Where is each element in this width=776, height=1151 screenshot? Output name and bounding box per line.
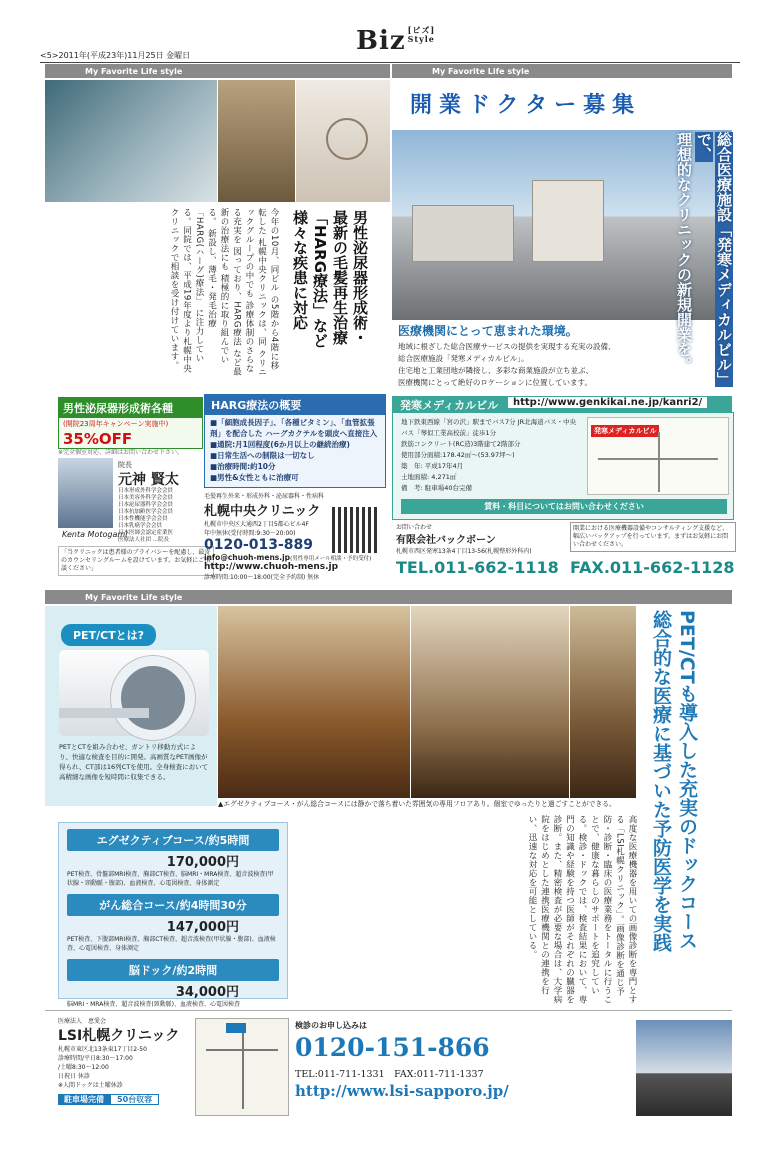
- course-list: エグゼクティブコース/約5時間 170,000円 PET検査、骨盤部MRI検査、胸部CT検査、脳MRI・MRA検査、超音波検査(甲状腺・頸動脈・腹部)、血液検査、心電図検査、身体測定 がん総合コース/約4時間30分 147,000円 PET検査、下腹部MRI検査、胸部CT検査、超音波検査(甲状腺・腹部)、血液検査、心電図検査、身体測定 脳ドック/約2時間 34,000円 脳MRI・MRA検査、超音波検査(頸動脈)、血液検査、心電図検査: [58, 822, 288, 999]
- qr-code-icon: [332, 507, 378, 553]
- director-credentials: 日本形成外科学会会員 日本美容外科学会会員 日本泌尿器科学会会員 日本抗加齢医学会会員 日本性機能学会会員 日本乳癌学会会員 日本医師会認定産業医 医療法人社団 ...院長: [118, 488, 174, 543]
- doctor-photo: [45, 80, 217, 202]
- logo: Biz [ビズ] Style: [356, 25, 436, 56]
- lsi-freedial[interactable]: 0120-151-866: [295, 1033, 490, 1062]
- clinic-body: 今年の10月、同ビル の5階から4階に移転した 札幌中央クリニックは、同 クリニックグループの中でも 診療体制のさらなる充実を 図っており、HARG療法 など最新の治療法にも 積極的に取り組んでいる。 新設し、薄毛・発毛治療 「HARG(ハーグ)療法」 に注力している。同院では、平成19年度より札幌中央クリニックで相談を受け付けています。: [169, 208, 279, 377]
- lsi-access-map: [195, 1018, 289, 1116]
- clinic-email[interactable]: info@chuoh-mens.jp: [204, 553, 291, 562]
- director-roman: Kenta Motogami: [62, 530, 128, 539]
- pet-ct-panel: PET/CTとは? PETとCTを組み合わせ、ガントリ移動方式により、快適な検査を目的に開発。高画質なPET画像が得られ、CT部は16列CTを使用。全身検査において高精細な画像を短時間に収集できる。: [45, 606, 217, 806]
- recruit-company-note: 開業における医療機器設備やコンサルティング支援など、幅広いバックアップを行っています。まずはお気軽にお問い合わせください。: [570, 522, 736, 552]
- clinic-hallway-photo: [218, 80, 295, 202]
- recruit-facts-box: 地下鉄東西線「宮の沢」駅までバス7分 JR北海道バス・中央バス「琴似工業高校前」徒歩1分 鉄筋コンクリート(RC造)3階建て2階部分 使用部分面積:178.42㎡〜(53.97坪〜) 築 年: 平成17年4月 土地面積: 4,271㎡ 備 考: 駐車場40台完備 発寒メディカルビル 賃料・科目についてはお問い合わせください: [392, 412, 734, 520]
- section-bar-left: My Favorite Life style: [45, 64, 390, 78]
- recruit-url[interactable]: http://www.genkikai.ne.jp/kanri2/: [508, 397, 707, 408]
- recruit-building-bar: 発寒メディカルビル http://www.genkikai.ne.jp/kanri2/: [392, 396, 732, 412]
- pet-body: 高度な医療機器を用いての画像診断を専門とする「LSI札幌クリニック」。画像診断を通じ予防・診断・臨床の医療業務をトータルに行うことで、健康な暮らしのサポートを追究している。検診・ドックでは、検査結果において、専門の知識や経験を持つ医師がそれぞれの臓器を診断。また、精密検査が必要な場合は、大学病院をはじめとした連携医療機関との連携を行い、迅速な対応を可能としている。: [527, 815, 637, 1004]
- lsi-building-photo: [636, 1020, 732, 1116]
- campaign-box: 男性泌尿器形成術各種 (開院23周年キャンペーン実施中) 35%OFF: [58, 397, 203, 449]
- clinic-tel[interactable]: 0120-013-889: [204, 537, 314, 553]
- recruit-fax: FAX.011-662-1128: [570, 558, 735, 577]
- clinic-sign-photo: [296, 80, 390, 202]
- issue-date: <5>2011年(平成23年)11月25日 金曜日: [40, 51, 191, 60]
- recruit-intro: 医療機関にとって恵まれた環境。 地域に根ざした総合医療サービスの提供を実現する充実の設備、 総合医療施設「発寒メディカルビル」。 住宅地と工業団地が隣接し、多彩な商業施設が立ち並ぶ、 医療機関にとって絶好のロケーションに位置しています。: [398, 324, 616, 387]
- director-note: 「当クリニックは患者様のプライバシーを配慮し、最寄のカウンセリングルームを設けています。お気軽にご相談ください」: [58, 546, 214, 576]
- lounge-photo: [570, 606, 636, 798]
- photo-caption: ▲エグゼクティブコース・がん総合コースには静かで落ち着いた雰囲気の専用フロアあり。個室でゆったりと過ごすことができる。: [218, 800, 616, 808]
- section-bar-right: My Favorite Life style: [392, 64, 732, 78]
- director-name: 元神 賢太: [118, 472, 179, 488]
- recruit-company: お問い合わせ 有限会社バックボーン 札幌市西区発寒13条4丁目13-56(札幌整形外科内): [396, 524, 532, 555]
- pet-headline: PET/CTも導入した充実のドックコース 総合的な医療に基づいた予防医学を実践: [650, 610, 698, 952]
- recruit-vertical-copy: 総合医療施設「発寒メディカルビル」で、 理想的なクリニックの新規開業を。: [675, 132, 733, 387]
- pet-ct-badge: PET/CTとは?: [61, 624, 156, 646]
- private-room-photo: [411, 606, 569, 798]
- lsi-contact: 検診のお申し込みは 0120-151-866 TEL:011-711-1331 FAX:011-711-1337 http://www.lsi-sapporo.jp/: [295, 1020, 630, 1100]
- recruit-title-area: 開業ドクター募集: [392, 80, 732, 130]
- director-role: 院長: [118, 461, 132, 469]
- clinic-contact: 毛髪再生外来・形成外科・泌尿器科・性病科 札幌中央クリニック 札幌市中央区大通西2丁目5都心ビル4F 年中無休(受付時間:9:30〜20:00) 0120-013-889 info@chuoh-mens.jp(男性専用メール相談・予約受付) http://www.chuoh-mens.jp 診療時間:10:00〜18:00(完全予約制) 無休: [204, 491, 384, 581]
- course-brain: 脳ドック/約2時間: [67, 959, 279, 981]
- course-executive: エグゼクティブコース/約5時間: [67, 829, 279, 851]
- campaign-foot: ※完全個室対応、詳細はお問い合わせ下さい。: [58, 449, 184, 456]
- lsi-clinic-info: 医療法人 恵愛会 LSI札幌クリニック 札幌市東区北13条東17丁目2-50 診療時間/平日8:30〜17:00 /土曜8:30〜12:00 日祝日 休診 ※人間ドックは土曜休診 駐車場完備 50台収容: [58, 1018, 180, 1104]
- recruit-tel[interactable]: TEL.011-662-1118: [396, 558, 559, 577]
- executive-floor-photo: [218, 606, 410, 798]
- clinic-url[interactable]: http://www.chuoh-mens.jp: [204, 562, 339, 572]
- lsi-url[interactable]: http://www.lsi-sapporo.jp/: [295, 1082, 509, 1100]
- pet-ct-scanner-image: [59, 650, 209, 736]
- harg-box: HARG療法の概要 ■「細胞成長因子」、「各種ビタミン」、「血管拡張剤」を配合した ハーグカクテルを頭皮へ直接注入 ■通院:月1回程度(6か月以上の継続治療) ■日常生活への制限は一切なし ■治療時間:約10分 ■男性&女性ともに治療可: [204, 394, 386, 488]
- clinic-headline: 男性泌尿器形成術・ 最新の毛髪再生治療 「HARG療法」など 様々な疾患に対応: [291, 210, 369, 349]
- course-cancer: がん総合コース/約4時間30分: [67, 894, 279, 916]
- access-map: 発寒メディカルビル: [587, 417, 729, 495]
- director-photo: [58, 458, 113, 528]
- masthead: [40, 25, 740, 60]
- section-bar-bottom: My Favorite Life style: [45, 590, 732, 604]
